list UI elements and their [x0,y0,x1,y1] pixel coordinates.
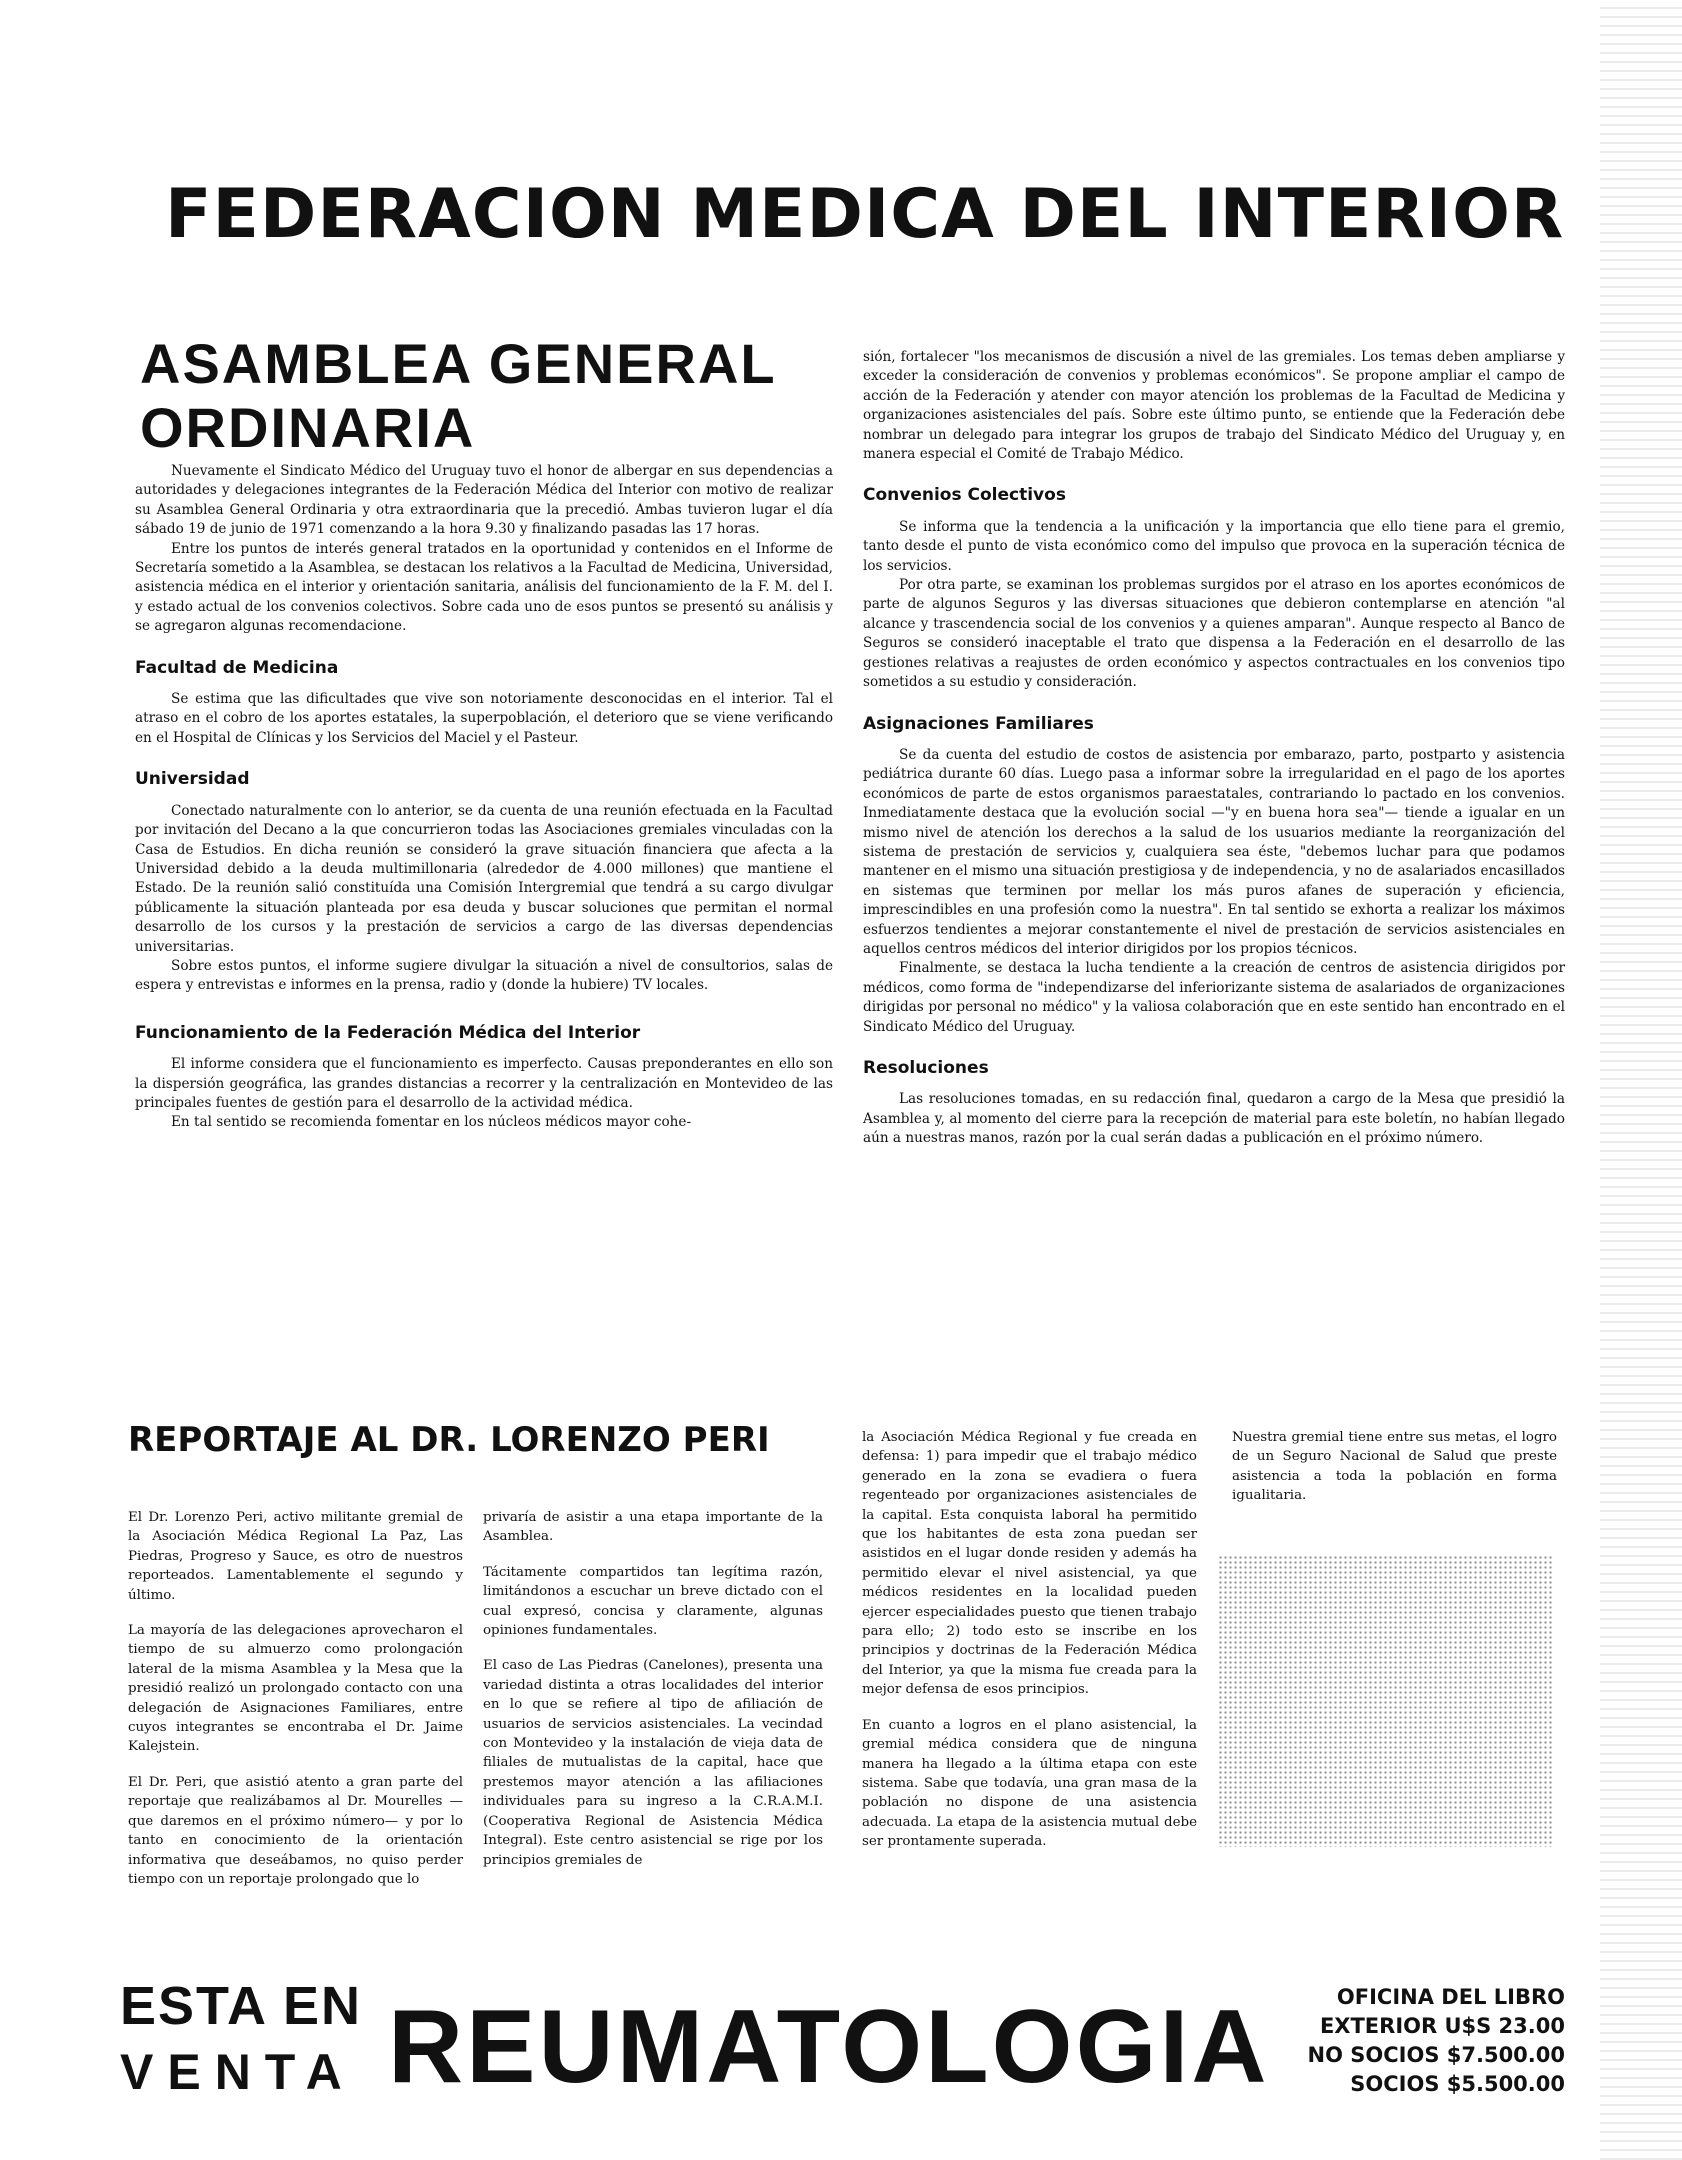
paragraph: Se da cuenta del estudio de costos de asistencia por embarazo, parto, postparto y asistencia pediátrica durante 60 días. Luego pasa a informar sobre la irregularidad en el pago de los aportes económicos de parte de estos organismos paraestatales, contrariando lo pactado en los convenios. Inmediatamente destaca que la evolución social —"y en buena hora sea"— tiende a igualar en un mismo nivel de atención los derechos a la salud de los usuarios mediante la reorganización del sistema de prestación de servicios y, cualquiera sea éste, "debemos luchar para que podamos mantener en el mismo una situación prestigiosa y de independencia, y no de asalariados encasillados en sistemas que terminen por mellar los más puros afanes de superación y eficiencia, imprescindibles en una profesión como la nuestra". En tal sentido se exhorta a realizar los máximos esfuerzos tendientes a mejorar constantemente el nivel de prestación de servicios asistenciales en aquellos centros médicos del interior dirigidos por los propios técnicos. [863,746,1565,957]
paragraph: Finalmente, se destaca la lucha tendiente a la creación de centros de asistencia dirigidos por médicos, como forma de "independizarse del inferiorizante sistema de asalariados de organizaciones dirigidas por personal no médico" y la valiosa colaboración que en este sentido han encontrado en el Sindicato Médico del Uruguay. [863,960,1565,1035]
ad-book-title: REUMATOLOGIA [388,1989,1270,2105]
ad-office: OFICINA DEL LIBRO [1336,1985,1565,2009]
scan-edge [1600,0,1682,2160]
article-title [140,332,840,460]
paragraph: La mayoría de las delegaciones aprovecharon el tiempo de su almuerzo como prolongación lateral de la misma Asamblea y la Mesa que la presidió realizó un prolongado contacto con una delegación de Asignaciones Familiares, entre cuyos integrantes se encontraba el Dr. Jaime Kalejstein. [128,1623,463,1755]
article-title-line2: ORDINARIA [140,396,476,459]
report-column-3 [862,1428,1197,1868]
paragraph: Conectado naturalmente con lo anterior, se da cuenta de una reunión efectuada en la Facultad por invitación del Decano a la que concurrieron todas las Asociaciones gremiales vinculadas con la Casa de Estudios. En dicha reunión se consideró la grave situación financiera que afecta a la Universidad debido a la deuda multimillonaria (alrededor de 4.000 millones) que mantiene el Estado. De la reunión salió constituída una Comisión Intergremial que tendrá a su cargo divulgar públicamente la situación planteada por esa deuda y buscar soluciones que permitan el normal desarrollo de los cursos y la prestación de servicios a cargo de las diversas dependencias universitarias. [135,802,833,955]
paragraph: En tal sentido se recomienda fomentar en los núcleos médicos mayor cohe- [171,1114,692,1131]
report-column-4 [1232,1428,1557,1522]
ad-esta-en: ESTA EN [120,1976,363,2036]
report-column-1 [128,1508,463,1905]
article-title-line1: ASAMBLEA GENERAL [140,332,777,395]
paragraph: Se estima que las dificultades que vive son notoriamente desconocidas en el interior. Tal el atraso en el cobro de los aportes estatales, la superpoblación, el deterioro que se viene verificando en el Hospital de Clínicas y los Servicios del Maciel y el Pasteur. [135,691,833,746]
paragraph: En cuanto a logros en el plano asistencial, la gremial médica considera que de ninguna manera ha llegado a la última etapa con este sistema. Sabe que todavía, una gran masa de la población no dispone de una asistencia adecuada. La etapa de la asistencia mutual debe ser prontamente superada. [862,1717,1197,1850]
ad-price-block [1285,1983,1565,2099]
paragraph: Nuevamente el Sindicato Médico del Uruguay tuvo el honor de albergar en sus dependencias a autoridades y delegaciones integrantes de la Federación Médica del Interior con motivo de realizar su Asamblea General Ordinaria y otra extraordinaria que la precedió. Ambas tuvieron lugar el día sábado 19 de junio de 1971 comenzando a la hora 9.30 y finalizando pasadas las 17 horas. [135,463,833,538]
paragraph: Nuestra gremial tiene entre sus metas, el logro de un Seguro Nacional de Salud que preste asistencia a toda la población en forma igualitaria. [1232,1430,1557,1504]
paragraph: Se informa que la tendencia a la unificación y la importancia que ello tiene para el gremio, tanto desde el punto de vista económico como del impulso que provoca en la superación técnica de los servicios. [863,518,1565,574]
article-right-column [863,348,1565,1149]
paragraph: privaría de asistir a una etapa importante de la Asamblea. [483,1510,823,1545]
ad-price-exterior: EXTERIOR U$S 23.00 [1319,2014,1565,2038]
paragraph: El caso de Las Piedras (Canelones), presenta una variedad distinta a otras localidades del interior en lo que se refiere al tipo de afiliación de usuarios de servicios asistenciales. La vecindad con Montevideo y la instalación de vieja data de filiales de mutualistas de la capital, hace que prestemos mayor atención a las afiliaciones individuales para su ingreso a la C.R.A.M.I. (Cooperativa Regional de Asistencia Médica Integral). Este centro asistencial se rige por los principios gremiales de [483,1658,823,1868]
ad-price-socios: SOCIOS $5.500.00 [1350,2072,1565,2096]
report-column-2 [483,1508,823,1886]
paragraph: El informe considera que el funcionamiento es imperfecto. Causas preponderantes en ello son la dispersión geográfica, las grandes distancias a recorrer y la centralización en Montevideo de las principales fuentes de gestión para el desarrollo de la actividad médica. [135,1056,833,1111]
paragraph: El Dr. Peri, que asistió atento a gran parte del reportaje que realizábamos al Dr. Mourelles —que daremos en el próximo número— y por lo tanto en conocimiento de la orientación informativa que deseábamos, no quiso perder tiempo con un reportaje prolongado que lo [128,1774,463,1887]
section-heading-convenios: Convenios Colectivos [863,485,1066,506]
ad-venta: VENTA [120,2044,356,2100]
article-left-column [135,462,833,1133]
paragraph: la Asociación Médica Regional y fue creada en defensa: 1) para impedir que el trabajo médico generado en la zona se evadiera o fuera regenteado por organizaciones asistenciales de la capital. Esta conquista laboral ha permitido que los habitantes de esta zona puedan ser asistidos en el lugar donde residen y además ha permitido elevar el nivel asistencial, ya que médicos residentes en la localidad pueden ejercer especialidades puesto que tienen trabajo para ello; 2) todo esto se inscribe en los principios y doctrinas de la Federación Médica del Interior, ya que la misma fue creada para la mejor defensa de esos principios. [862,1430,1197,1698]
paragraph: Por otra parte, se examinan los problemas surgidos por el atraso en los aportes económicos de parte de algunos Seguros y las diversas situaciones que debieron contemplarse en atención "al alcance y trascendencia social de los convenios y a quienes amparan". Aunque respecto al Banco de Seguros se consideró inaceptable el trato que dispensa a la Federación en el desarrollo de las gestiones relativas a reajustes de orden económico y aspectos contractuales en los convenios tipo sometidos a su estudio y consideración. [863,577,1565,691]
paragraph: Tácitamente compartidos tan legítima razón, limitándonos a escuchar un breve dictado con el cual expresó, concisa y claramente, algunas opiniones fundamentales. [483,1564,823,1639]
paragraph: El Dr. Lorenzo Peri, activo militante gremial de la Asociación Médica Regional La Paz, Las Piedras, Progreso y Sauce, es otro de nuestros reporteados. Lamentablemente el segundo y último. [128,1510,463,1603]
section-heading-universidad: Universidad [135,769,250,790]
section-heading-funcionamiento: Funcionamiento de la Federación Médica del Interior [135,1022,641,1043]
portrait-photo [1218,1555,1553,1847]
paragraph: sión, fortalecer "los mecanismos de discusión a nivel de las gremiales. Los temas deben ampliarse y exceder la consideración de convenios y problemas económicos". Se propone ampliar el campo de acción de la Federación y atender con mayor atención los problemas de la Facultad de Medicina y organizaciones asistenciales del país. Sobre este último punto, se entiende que la Federación debe nombrar un delegado para integrar los grupos de trabajo del Sindicato Médico del Uruguay y, en manera especial el Comité de Trabajo Médico. [863,349,1565,463]
advertisement [120,1975,1580,2125]
section-heading-facultad: Facultad de Medicina [135,657,339,678]
section-heading-asignaciones: Asignaciones Familiares [863,713,1094,734]
ad-price-no-socios: NO SOCIOS $7.500.00 [1307,2043,1565,2067]
masthead: FEDERACION MEDICA DEL INTERIOR [165,175,1565,254]
paragraph: Entre los puntos de interés general tratados en la oportunidad y contenidos en el Informe de Secretaría sometido a la Asamblea, se destacan los relativos a la Facultad de Medicina, Universidad, asistencia médica en el interior y orientación sanitaria, análisis del funcionamiento de la F. M. del I. y estado actual de los convenios colectivos. Sobre cada uno de esos puntos se presentó su análisis y se agregaron algunas recomendacione. [135,540,833,635]
section-heading-resoluciones: Resoluciones [863,1058,989,1078]
paragraph: Sobre estos puntos, el informe sugiere divulgar la situación a nivel de consultorios, salas de espera y entrevistas e informes en la prensa, radio y (donde la hubiere) TV locales. [135,957,833,994]
report-title: REPORTAJE AL DR. LORENZO PERI [128,1420,770,1460]
paragraph: Las resoluciones tomadas, en su redacción final, quedaron a cargo de la Mesa que presidió la Asamblea y, al momento del cierre para la recepción de material para este boletín, no habían llegado aún a nuestras manos, razón por la cual serán dadas a publicación en el próximo número. [863,1091,1565,1147]
